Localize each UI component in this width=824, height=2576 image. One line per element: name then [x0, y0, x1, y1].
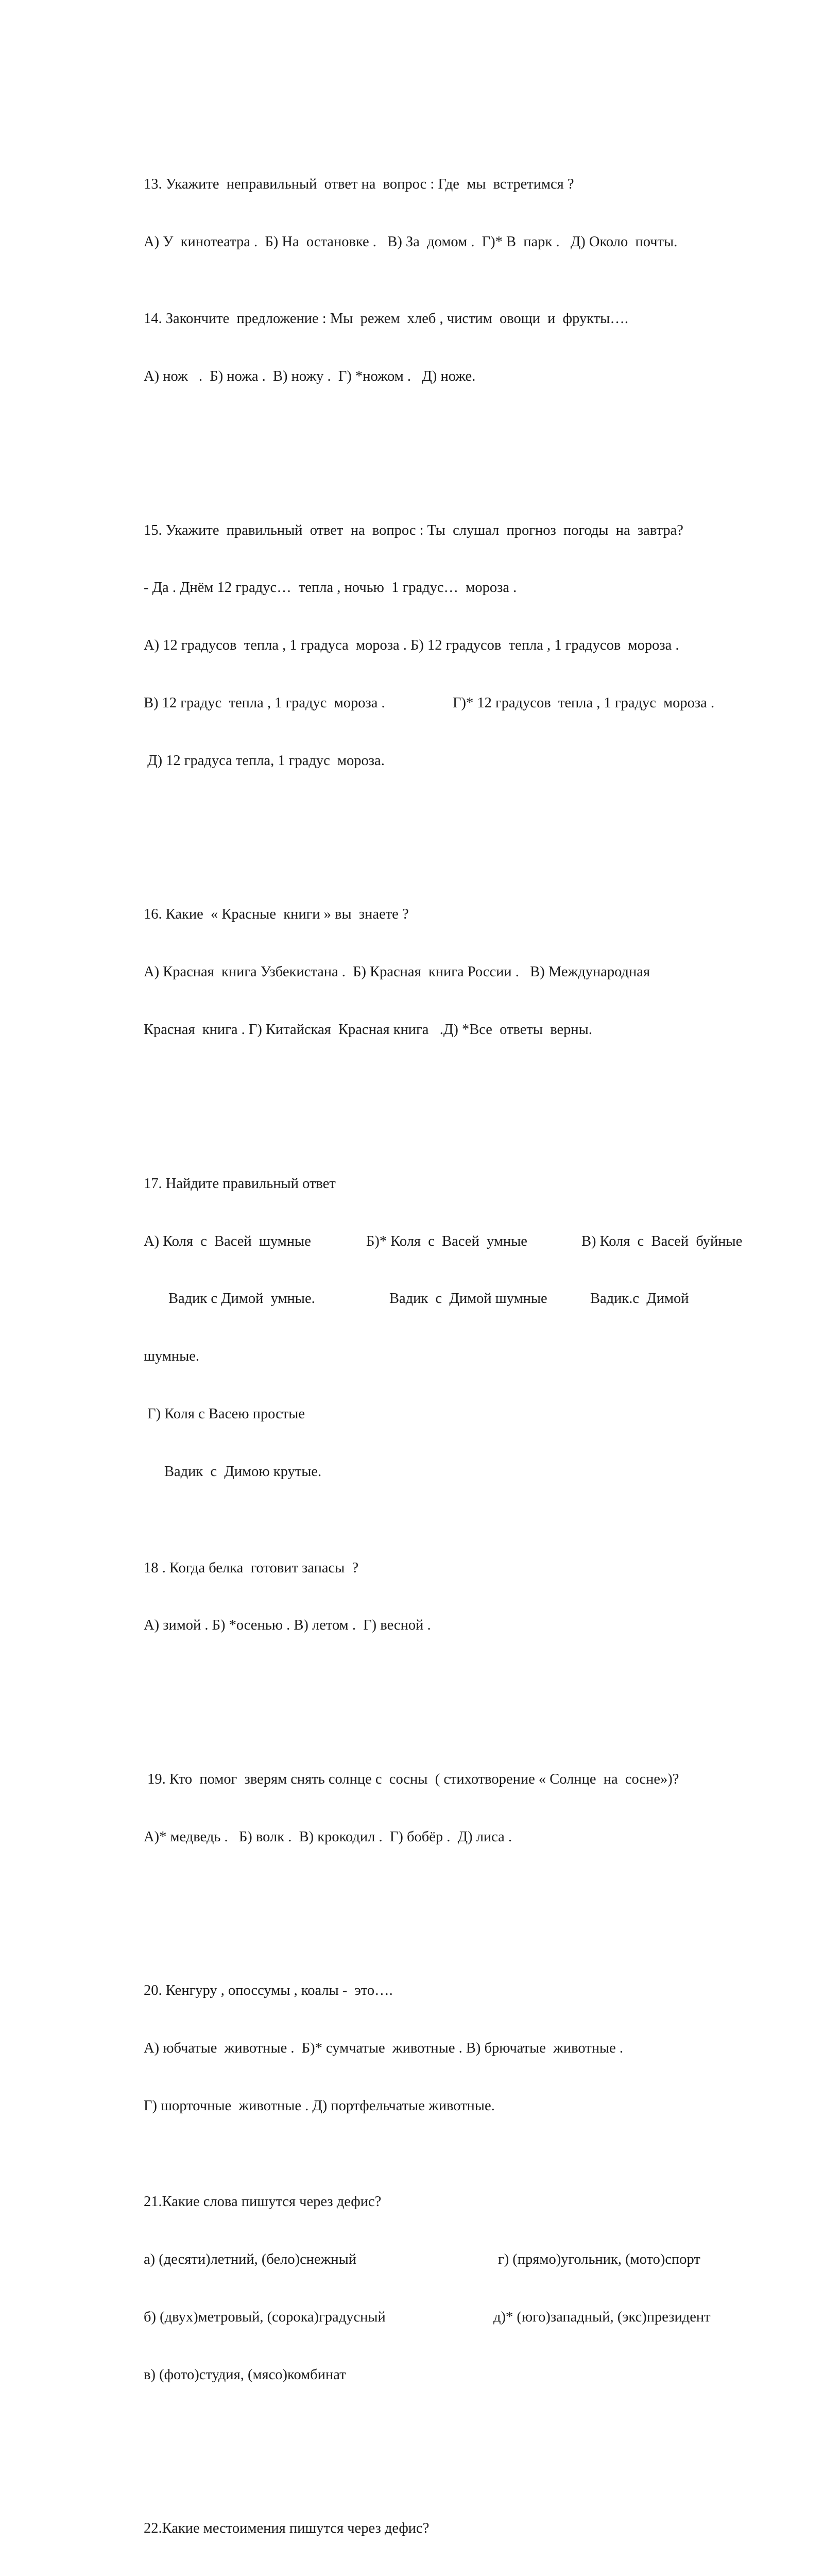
q17-line [144, 1462, 777, 1481]
blank-line [144, 2423, 777, 2442]
q22-question: 22.Какие местоимения пишутся через дефис? [144, 2520, 430, 2537]
q21-answer-d: д)* (юго)западный, (экс)президент [493, 2309, 711, 2326]
q21-answer-g: г) (прямо)угольник, (мото)спорт [498, 2251, 700, 2268]
q13-question: 13. Укажите неправильный ответ на вопрос : Где мы встретимся ? [144, 176, 574, 193]
blank-line [144, 1673, 777, 1692]
q15-answer-g: Г)* 12 градусов тепла , 1 градус мороза . [453, 695, 715, 711]
q21-question: 21.Какие слова пишутся через дефис? [144, 2194, 382, 2210]
q16-question: 16. Какие « Красные книги » вы знаете ? [144, 906, 409, 923]
q18-question: 18 . Когда белка готовит запасы ? [144, 1560, 359, 1576]
q21-line [144, 2250, 777, 2269]
q14-answers: А) нож . Б) ножа . В) ножу . Г) *ножом . Д) ноже. [144, 368, 476, 385]
q17-line: Г) Коля с Васею простые [144, 1406, 305, 1422]
q15-line: - Да . Днём 12 градус… тепла , ночью 1 градус… мороза . [144, 580, 517, 596]
q19-question: 19. Кто помог зверям снять солнце с сосны ( стихотворение « Солнце на сосне»)? [144, 1771, 679, 1787]
q17-question: 17. Найдите правильный ответ [144, 1175, 336, 1192]
q16-line: А) Красная книга Узбекистана . Б) Красная книга России . В) Международная [144, 964, 650, 980]
q17-answer-a-line2: Вадик с Димой умные. [168, 1291, 315, 1307]
blank-line [144, 425, 777, 444]
q21-line [144, 2308, 777, 2327]
q20-line: А) юбчатые животные . Б)* сумчатые животные . В) брючатые животные . [144, 2040, 624, 2056]
q17-line [144, 1232, 777, 1251]
q21-answer-b: б) (двух)метровый, (сорока)градусный [144, 2309, 386, 2326]
blank-line [144, 809, 777, 828]
q15-line: Д) 12 градуса тепла, 1 градус мороза. [144, 753, 385, 769]
blank-line [144, 1885, 777, 1904]
q15-question: 15. Укажите правильный ответ на вопрос : Ты слушал прогноз погоды на завтра? [144, 522, 683, 538]
q19-answers: А)* медведь . Б) волк . В) крокодил . Г) бобёр . Д) лиса . [144, 1828, 512, 1845]
q17-answer-g-line2: Вадик с Димою крутые. [164, 1464, 322, 1480]
q18-answers: А) зимой . Б) *осенью . В) летом . Г) весной . [144, 1617, 431, 1634]
q21-line: в) (фото)студия, (мясо)комбинат [144, 2367, 346, 2383]
q17-line: шумные. [144, 1348, 200, 1365]
q17-answer-b-line2: Вадик с Димой шумные [389, 1291, 547, 1307]
q17-answer-v: В) Коля с Васей буйные [581, 1233, 743, 1249]
q20-line: Г) шорточные животные . Д) портфельчатые животные. [144, 2097, 495, 2114]
q17-line [144, 1289, 777, 1308]
q15-answer-v: В) 12 градус тепла , 1 градус мороза . [144, 695, 385, 711]
q13-answers: А) У кинотеатра . Б) На остановке . В) За домом . Г)* В парк . Д) Около почты. [144, 234, 678, 250]
q16-line: Красная книга . Г) Китайская Красная книга .Д) *Все ответы верны. [144, 1022, 592, 1038]
q17-answer-b: Б)* Коля с Васей умные [366, 1233, 527, 1249]
q15-line [144, 693, 777, 713]
test-document [144, 98, 777, 2576]
q21-answer-a: а) (десяти)летний, (бело)снежный [144, 2251, 357, 2268]
q15-line: А) 12 градусов тепла , 1 градуса мороза . Б) 12 градусов тепла , 1 градусов мороза . [144, 637, 679, 654]
q17-answer-a: А) Коля с Васей шумные [144, 1233, 311, 1249]
q20-question: 20. Кенгуру , опоссумы , коалы - это…. [144, 1982, 393, 1999]
q17-answer-v-line2: Вадик.с Димой [590, 1291, 689, 1307]
q14-question: 14. Закончите предложение : Мы режем хлеб , чистим овощи и фрукты…. [144, 311, 628, 327]
blank-line [144, 1078, 777, 1097]
